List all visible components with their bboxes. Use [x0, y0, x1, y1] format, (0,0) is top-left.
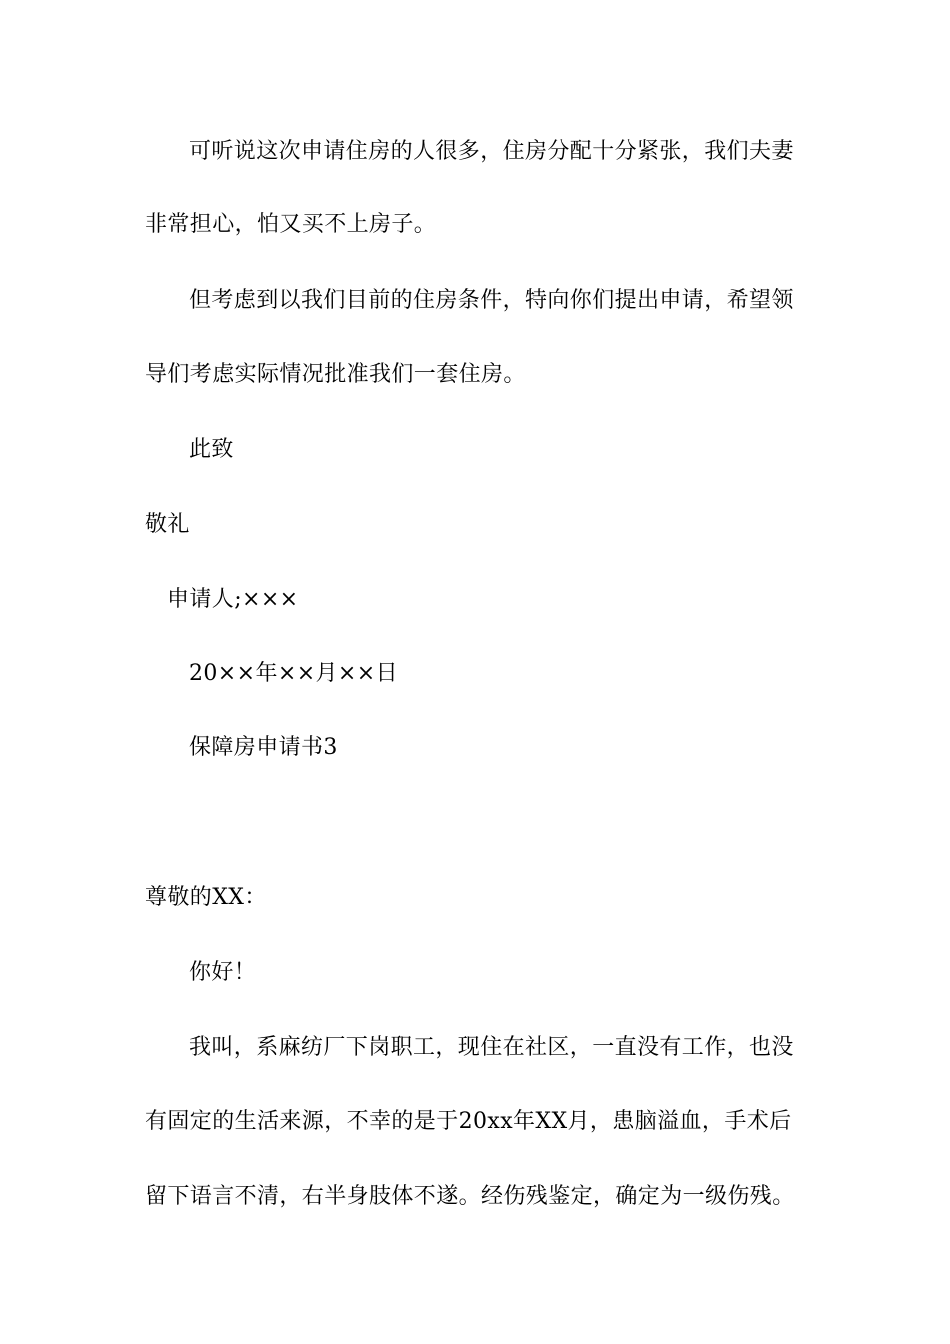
- greeting-recipient: 尊敬的XX：: [145, 885, 267, 910]
- paragraph-line: 有固定的生活来源，不幸的是于20xx年XX月，患脑溢血，手术后: [145, 1109, 792, 1134]
- section-title: 保障房申请书3: [189, 735, 338, 760]
- applicant-signature: 申请人;×××: [167, 587, 299, 612]
- paragraph-line: 可听说这次申请住房的人很多，住房分配十分紧张，我们夫妻: [189, 139, 794, 164]
- paragraph-line: 导们考虑实际情况批准我们一套住房。: [145, 362, 526, 387]
- closing-salutation: 敬礼: [145, 512, 190, 537]
- paragraph-line: 但考虑到以我们目前的住房条件，特向你们提出申请，希望领: [189, 288, 794, 313]
- greeting: 你好！: [189, 960, 257, 985]
- paragraph-line: 非常担心，怕又买不上房子。: [145, 212, 437, 237]
- date-line: 20××年××月××日: [189, 661, 398, 686]
- paragraph-line: 我叫，系麻纺厂下岗职工，现住在社区，一直没有工作，也没: [189, 1035, 794, 1060]
- paragraph-line: 留下语言不清，右半身肢体不遂。经伤残鉴定，确定为一级伤残。: [145, 1184, 795, 1209]
- closing-phrase: 此致: [189, 437, 234, 462]
